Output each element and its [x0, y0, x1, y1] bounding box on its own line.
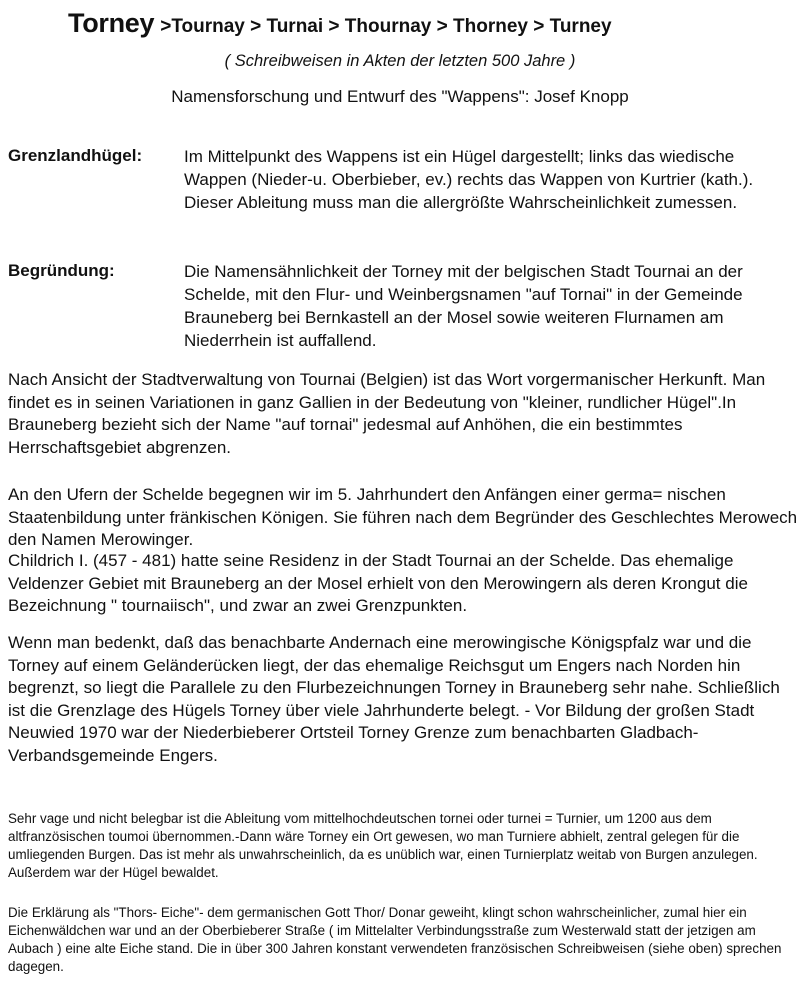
subtitle: ( Schreibweisen in Akten der letzten 500 Jahre ) [224, 52, 576, 70]
paragraph-turnier: Sehr vage und nicht belegbar ist die Ableitung vom mittelhochdeutschen tornei oder turnei = Turnier, um 1200 aus dem altfranzösischen toumoi übernommen.-Dann wäre Torney ein Ort gewesen, wo man Turniere abhielt, zentral gelegen für die umliegenden Burgen. Das ist mehr als unwahrscheinlich, da es unüblich war, einen Turnierplatz weitab von Burgen anzulegen. Außerdem war der Hügel bewaldet. [8, 811, 758, 880]
paragraph-schelde: An den Ufern der Schelde begegnen wir im 5. Jahrhundert den Anfängen einer germa= nischen Staatenbildung unter fränkischen Königen. Sie führen nach dem Begründer des Geschlechtes Merowech den Namen Merowinger. [8, 485, 798, 549]
title-line [68, 8, 612, 39]
paragraph-andernach: Wenn man bedenkt, daß das benachbarte Andernach eine merowingische Königspfalz war und die Torney auf einem Geländerücken liegt, der das ehemalige Reichsgut um Engers nach Norden hin begrenzt, so liegt die Parallele zu den Flurbezeichnungen Torney in Brauneberg sehr nahe. Schließlich ist die Grenzlage des Hügels Torney über viele Jahrhunderte belegt. - Vor Bildung der großen Stadt Neuwied 1970 war der Niederbieberer Ortsteil Torney Grenze zum benachbarten Gladbach- Verbandsgemeinde Engers. [8, 633, 780, 765]
definition-grenzlandhuegel: Im Mittelpunkt des Wappens ist ein Hügel dargestellt; links das wiedische Wappen (Nieder-u. Oberbieber, ev.) rechts das Wappen von Kurtrier (kath.). Dieser Ableitung muss man die allergrößte Wahrscheinlichkeit zumessen. [184, 147, 754, 212]
author-line: Namensforschung und Entwurf des "Wappens": Josef Knopp [171, 87, 629, 106]
paragraph-childrich: Childrich I. (457 - 481) hatte seine Residenz in der Stadt Tournai an der Schelde. Das ehemalige Veldenzer Gebiet mit Brauneberg an der Mosel erhielt von den Merowingern als deren Krongut die Bezeichnung " tournaiisch", und zwar an zwei Grenzpunkten. [8, 551, 748, 615]
term-begruendung: Begründung: [8, 261, 115, 280]
name-variants: >Tournay > Turnai > Thournay > Thorney > Turney [160, 16, 612, 37]
page-title: Torney [68, 8, 155, 38]
paragraph-thors-eiche: Die Erklärung als "Thors- Eiche"- dem germanischen Gott Thor/ Donar geweiht, klingt schon wahrscheinlicher, zumal hier ein Eichenwäldchen war und an der Oberbieberer Straße ( im Mittelalter Verbindungsstraße zum Westerwald statt der jetzigen am Aubach ) eine alte Eiche stand. Die in über 300 Jahren konstant verwendeten französischen Schreibweisen (siehe oben) sprechen dagegen. [8, 905, 782, 974]
definition-begruendung: Die Namensähnlichkeit der Torney mit der belgischen Stadt Tournai an der Schelde, mit den Flur- und Weinbergsnamen "auf Tornai" in der Gemeinde Brauneberg bei Bernkastell an der Mosel sowie weiteren Flurnamen am Niederrhein ist auffallend. [184, 262, 743, 350]
paragraph-stadtverwaltung: Nach Ansicht der Stadtverwaltung von Tournai (Belgien) ist das Wort vorgermanischer Herkunft. Man findet es in seinen Variationen in ganz Gallien in der Bedeutung von "kleiner, rundlicher Hügel".In Brauneberg bezieht sich der Name "auf tornai" jedesmal auf Anhöhen, die ein bestimmtes Herrschaftsgebiet abgrenzen. [8, 370, 766, 457]
term-grenzlandhuegel: Grenzlandhügel: [8, 146, 143, 165]
